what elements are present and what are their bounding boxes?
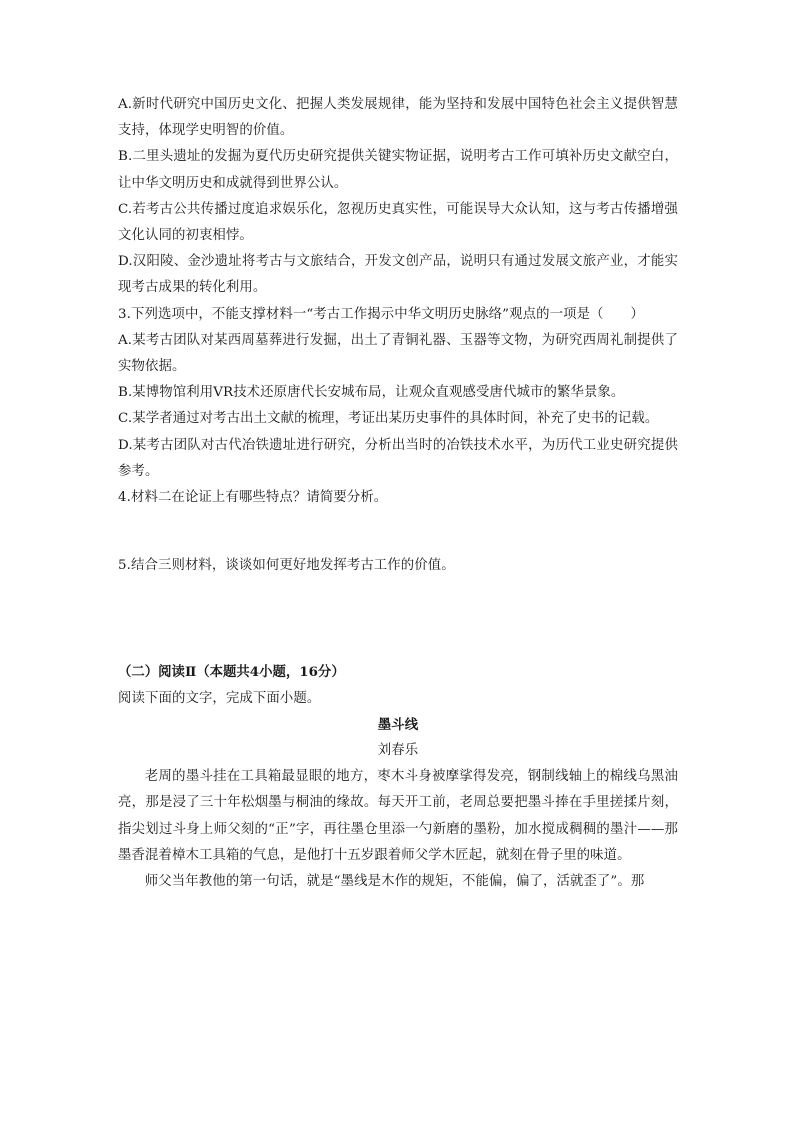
q2-option-a: A.新时代研究中国历史文化、把握人类发展规律，能为坚持和发展中国特色社会主义提供智慧支持，体现学史明智的价值。: [118, 97, 678, 139]
q2-option-d: D.汉阳陵、金沙遗址将考古与文旅结合，开发文创产品，说明只有通过发展文旅产业，才能实现考古成果的转化利用。: [118, 254, 678, 296]
q3-option-a: A.某考古团队对某西周墓葬进行发掘，出土了青铜礼器、玉器等文物，为研究西周礼制提供了实物依据。: [118, 332, 678, 375]
answer-space: [118, 579, 678, 659]
article-title: 墨斗线: [377, 716, 419, 733]
section-instruction: 阅读下面的文字，完成下面小题。: [118, 690, 321, 706]
document-page: [118, 92, 678, 895]
q4-stem: 4.材料二在论证上有哪些特点？请简要分析。: [118, 490, 388, 506]
q3-stem: 3.下列选项中，不能支撑材料一“考古工作揭示中华文明历史脉络”观点的一项是（ ）: [118, 306, 645, 322]
q3-option-b: B.某博物馆利用VR技术还原唐代长安城布局，让观众直观感受唐代城市的繁华景象。: [118, 385, 625, 401]
q3-option-c: C.某学者通过对考古出土文献的梳理，考证出某历史事件的具体时间，补充了史书的记载。: [118, 411, 659, 427]
q5-stem: 5.结合三则材料，谈谈如何更好地发挥考古工作的价值。: [118, 558, 455, 574]
section-heading: （二）阅读Ⅱ（本题共4小题，16分）: [118, 664, 345, 681]
article-author: 刘春乐: [377, 743, 419, 759]
q2-option-b: B.二里头遗址的发掘为夏代历史研究提供关键实物证据，说明考古工作可填补历史文献空白，让中华文明历史和成就得到世界公认。: [118, 149, 678, 191]
article-paragraph: 老周的墨斗挂在工具箱最显眼的地方，枣木斗身被摩挲得发亮，钢制线轴上的棉线乌黑油亮，那是浸了三十年松烟墨与桐油的缘故。每天开工前，老周总要把墨斗捧在手里搓揉片刻，指尖划过斗身上师父刻的“正”字，再往墨仓里添一勺新磨的墨粉，加水搅成稠稠的墨汁——那墨香混着樟木工具箱的气息，是他打十五岁跟着师父学木匠起，就刻在骨子里的味道。: [118, 769, 678, 863]
answer-space: [118, 511, 678, 553]
q2-option-c: C.若考古公共传播过度追求娱乐化，忽视历史真实性，可能误导大众认知，这与考古传播增强文化认同的初衷相悖。: [118, 201, 678, 244]
q3-option-d: D.某考古团队对古代冶铁遗址进行研究，分析出当时的冶铁技术水平，为历代工业史研究提供参考。: [118, 437, 678, 479]
article-paragraph: 师父当年教他的第一句话，就是“墨线是木作的规矩，不能偏，偏了，活就歪了”。那: [144, 874, 645, 890]
